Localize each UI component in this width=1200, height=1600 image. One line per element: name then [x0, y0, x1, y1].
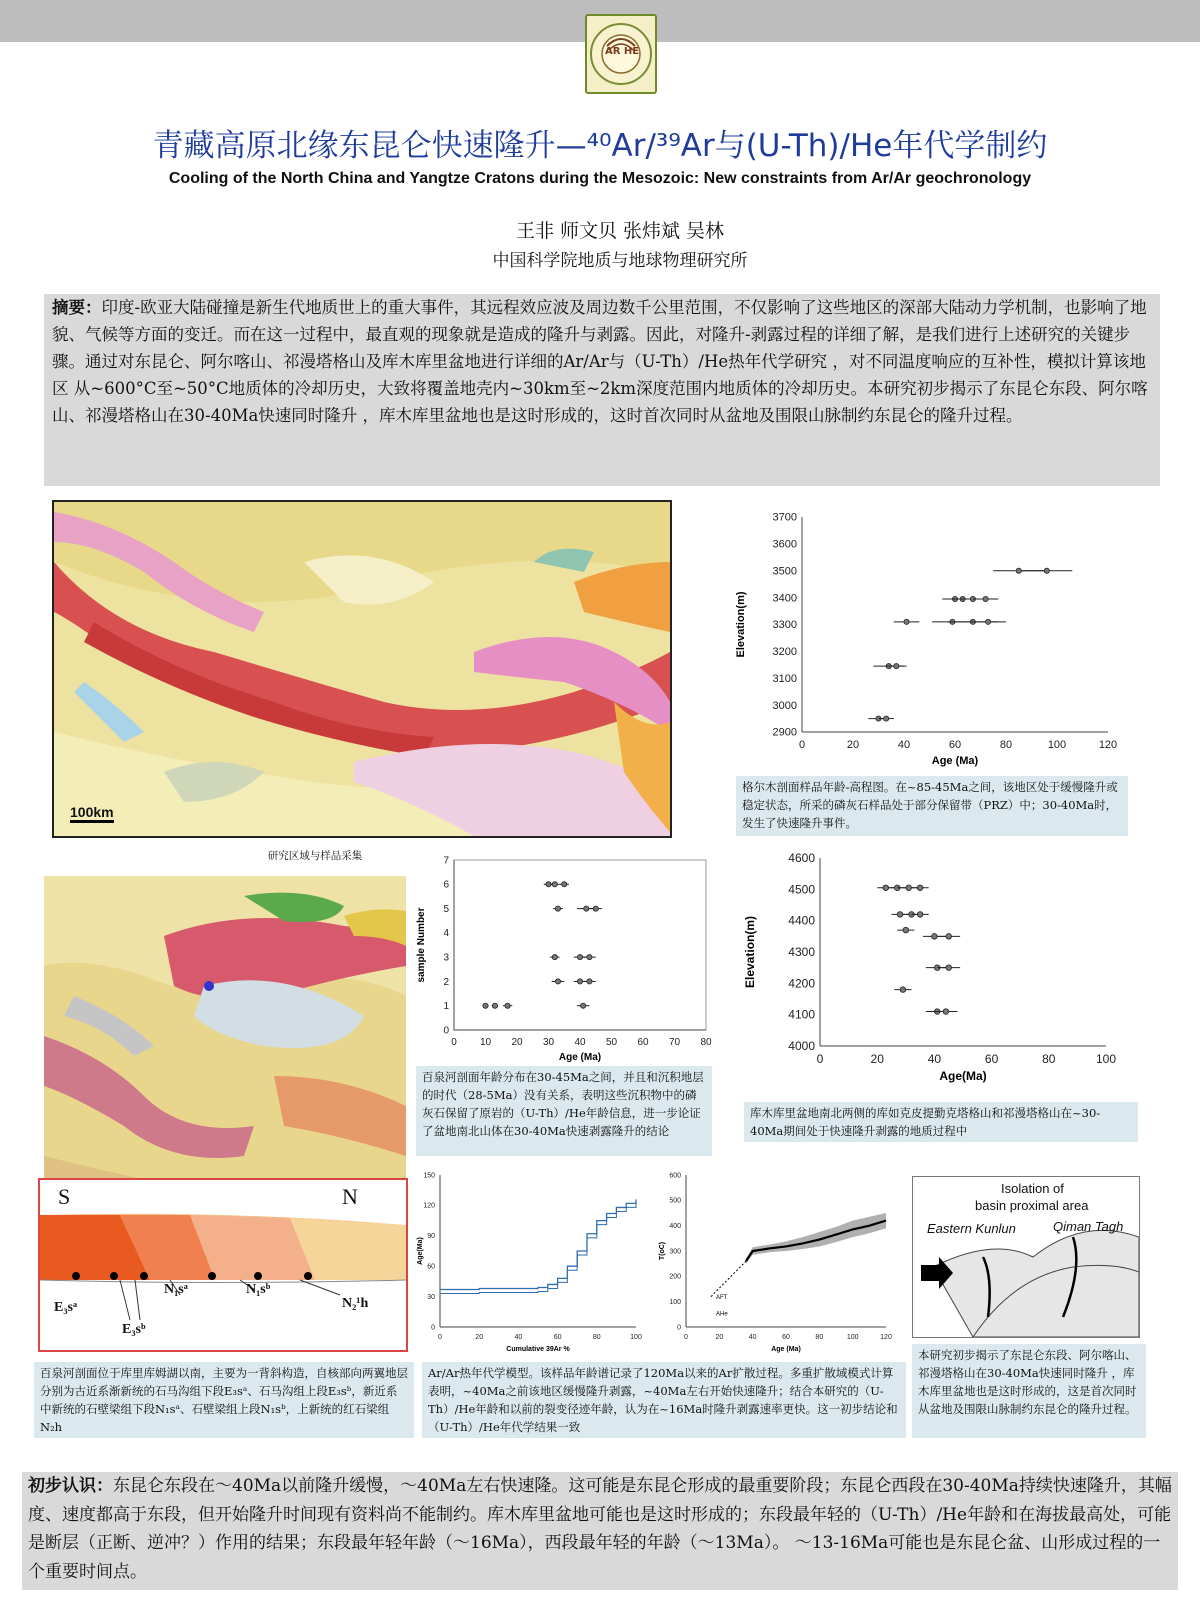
data-point	[943, 1009, 949, 1015]
unit-label-e3sa: E₃sᵃ	[54, 1300, 78, 1315]
x-tick-label: 0	[816, 1052, 824, 1066]
x-tick-label: 120	[1098, 739, 1118, 751]
unit-label-n1sb: N₁sᵇ	[246, 1282, 271, 1297]
logo-text: AR HE	[605, 46, 640, 57]
y-tick-label: 0	[431, 1324, 435, 1332]
x-tick-label: 70	[668, 1037, 681, 1048]
x-tick-label: 0	[451, 1037, 457, 1048]
y-tick-label: 0	[677, 1324, 681, 1332]
geological-map-image	[54, 502, 670, 836]
page-title: 青藏高原北缘东昆仑快速隆升—⁴⁰Ar/³⁹Ar与(U-Th)/He年代学制约	[152, 128, 1048, 164]
x-tick-label: 40	[897, 739, 911, 751]
x-axis-label: Age (Ma)	[771, 1346, 801, 1353]
y-tick-label: 4	[443, 928, 449, 940]
data-point	[587, 955, 592, 960]
x-tick-label: 40	[748, 1334, 757, 1341]
y-tick-label: 4100	[788, 1007, 815, 1022]
data-point	[986, 619, 991, 624]
data-point	[581, 1003, 586, 1008]
y-tick-label: 100	[669, 1299, 681, 1306]
data-point	[894, 664, 899, 669]
map-scale-label: 100km	[70, 804, 114, 823]
data-point	[917, 885, 923, 891]
data-point	[587, 979, 592, 984]
data-point	[897, 912, 903, 918]
tectonic-cartoon	[912, 1176, 1140, 1338]
y-tick-label: 3200	[772, 646, 797, 659]
y-axis-label: Elevation(m)	[735, 591, 747, 658]
cartoon-title-line1: Isolation of	[1001, 1181, 1064, 1196]
age-spectrum-chart	[416, 1165, 646, 1360]
y-tick-label: 4400	[788, 913, 815, 928]
y-tick-label: 0	[443, 1025, 449, 1037]
y-tick-label: 600	[669, 1172, 681, 1180]
x-tick-label: 60	[984, 1052, 999, 1066]
data-point	[584, 906, 589, 911]
x-tick-label: 80	[1042, 1052, 1056, 1066]
authors: 王非 师文贝 张炜斌 吴林	[515, 220, 725, 242]
y-axis-label: sample Number	[416, 907, 427, 983]
x-tick-label: 100	[630, 1334, 642, 1341]
data-point	[884, 716, 889, 721]
y-axis-label: Age(Ma)	[417, 1237, 424, 1265]
x-tick-label: 0	[684, 1334, 688, 1341]
x-tick-label: 20	[870, 1052, 884, 1066]
page-subtitle: Cooling of the North China and Yangtze Cratons during the Mesozoic: New constraints from Ar/Ar geochronology	[168, 170, 1032, 187]
baiquanhe-chart	[410, 850, 720, 1065]
section-caption: 百泉河剖面位于库里库姆湖以南，主要为一背斜构造，自核部向两翼地层分别为古近系渐新统的石马沟组下段E₃sᵃ、石马沟组上段E₃sᵇ，新近系中新统的石壁梁组下段N₁sᵃ、石壁梁组上段N₁sᵇ，上新统的红石梁组N₂h	[34, 1362, 414, 1438]
data-point	[492, 1003, 497, 1008]
y-axis-label: Elevation(m)	[743, 915, 757, 989]
institute-logo	[585, 14, 657, 94]
conclusion-panel	[22, 1472, 1178, 1590]
data-point	[562, 882, 567, 887]
data-point	[904, 619, 909, 624]
y-tick-label: 4200	[788, 976, 815, 991]
y-tick-label: 3300	[772, 619, 797, 632]
x-tick-label: 100	[846, 1334, 859, 1341]
x-tick-label: 10	[479, 1037, 492, 1048]
x-tick-label: 60	[553, 1334, 562, 1341]
thermal-path	[746, 1221, 886, 1262]
y-tick-label: 1	[443, 1001, 449, 1013]
x-tick-label: 100	[1095, 1052, 1117, 1066]
x-axis-label: Age (Ma)	[558, 1052, 602, 1063]
abstract-text: 印度-欧亚大陆碰撞是新生代地质世上的重大事件，其远程效应波及周边数千公里范围，不仅影响了这些地区的深部大陆动力学机制，也影响了地貌、气候等方面的变迁。而在这一过程中，最直观的现象就是造成的隆升与剥露。因此，对隆升-剥露过程的详细了解，是我们进行上述研究的关键步骤。通过对东昆仑、阿尔喀山、祁漫塔格山及库木库里盆地进行详细的Ar/Ar与（U-Th）/He热年代学研究 ，对不同温度响应的互补性，模拟计算该地区 从~600°C至~50°C地质体的冷却历史，大致将覆盖地壳内~30km至~2km深度范围内地质体的冷却历史。本研究初步揭示了东昆仑东段、阿尔喀山、祁漫塔格山在30-40Ma快速同时隆升 ，库木库里盆地也是这时形成的，这时首次同时从盆地及围限山脉制约东昆仑的隆升过程。	[52, 298, 1148, 425]
x-tick-label: 20	[846, 739, 860, 751]
data-point	[917, 912, 923, 918]
y-tick-label: 3500	[772, 565, 797, 578]
y-tick-label: 90	[427, 1233, 435, 1241]
abstract-label: 摘要：	[52, 298, 102, 317]
data-point	[577, 979, 582, 984]
y-tick-label: 3	[443, 952, 449, 964]
y-tick-label: 4300	[788, 945, 815, 959]
arar-caption: Ar/Ar热年代学模型。该样品年龄谱记录了120Ma以来的Ar扩散过程。多重扩散域模式计算表明，~40Ma之前该地区缓慢隆升剥露，~40Ma左右开始快速隆升；结合本研究的（U-Th）/He年龄和以前的裂变径迹年龄，认为在~16Ma时隆升剥露速率更快。这一初步结论和（U-Th）/He年代学结果一致	[422, 1362, 906, 1438]
data-point	[1044, 568, 1049, 573]
cartoon-title-line2: basin proximal area	[975, 1198, 1089, 1213]
y-tick-label: 150	[423, 1172, 435, 1180]
y-tick-label: 60	[427, 1263, 435, 1271]
data-point	[505, 1003, 510, 1008]
data-point	[983, 596, 988, 601]
x-tick-label: 0	[438, 1334, 442, 1341]
data-point	[483, 1003, 488, 1008]
y-tick-label: 30	[427, 1293, 435, 1301]
plot-frame	[820, 858, 1106, 1046]
data-point	[552, 955, 557, 960]
geermu-caption: 格尔木剖面样品年龄-高程图。在~85-45Ma之间，该地区处于缓慢隆升或稳定状态，所采的磷灰石样品处于部分保留带（PRZ）中；30-40Ma时，发生了快速隆升事件。	[736, 776, 1128, 836]
plot-frame	[440, 1175, 636, 1327]
x-tick-label: 0	[798, 739, 806, 751]
x-tick-label: 60	[948, 739, 962, 751]
y-tick-label: 400	[669, 1223, 681, 1230]
x-axis-label: Cumulative 39Ar %	[506, 1346, 570, 1353]
x-axis-label: Age (Ma)	[931, 755, 979, 767]
annotation-ahe: AHe	[716, 1311, 728, 1318]
kumukuli-chart	[728, 848, 1138, 1098]
data-point	[946, 965, 952, 971]
data-point	[883, 885, 889, 891]
section-label-n: N	[342, 1184, 358, 1209]
x-tick-label: 20	[511, 1037, 523, 1048]
x-tick-label: 30	[542, 1037, 555, 1048]
unit-label-e3sb: E₃sᵇ	[122, 1322, 146, 1337]
y-tick-label: 300	[669, 1248, 681, 1256]
data-point	[903, 927, 909, 933]
data-point	[932, 934, 938, 940]
x-tick-label: 40	[514, 1334, 523, 1341]
x-tick-label: 20	[475, 1334, 484, 1341]
x-tick-label: 80	[700, 1037, 712, 1048]
x-tick-label: 80	[999, 739, 1013, 751]
section-label-s: S	[58, 1184, 71, 1209]
y-tick-label: 2	[443, 976, 449, 988]
conclusion-text: 东昆仑东段在～40Ma以前隆升缓慢，～40Ma左右快速隆。这可能是东昆仑形成的最重要阶段；东昆仑西段在30-40Ma持续快速隆升，其幅度、速度都高于东段，但开始隆升时间现有资料尚不能制约。库木库里盆地可能也是这时形成的；东段最年轻的（U-Th）/He年龄和在海拔最高处，可能是断层（正断、逆冲？）作用的结果；东段最年轻年龄（～16Ma），西段最年轻的年龄（～13Ma）。 ～13-16Ma可能也是东昆仑盆、山形成过程的一个重要时间点。	[28, 1476, 1172, 1582]
y-tick-label: 120	[423, 1202, 435, 1210]
cartoon-label-qiman-tagh: Qiman Tagh	[1053, 1219, 1124, 1234]
data-point	[577, 955, 582, 960]
y-tick-label: 500	[669, 1197, 681, 1205]
x-tick-label: 100	[1047, 739, 1067, 751]
data-point	[593, 906, 598, 911]
data-point	[552, 882, 557, 887]
thermal-history-chart	[656, 1165, 901, 1360]
annotation-aft: AFT	[716, 1295, 728, 1302]
y-tick-label: 200	[669, 1273, 681, 1281]
abstract-panel	[44, 294, 1160, 486]
plot-frame	[454, 860, 706, 1030]
y-tick-label: 6	[443, 879, 449, 891]
x-tick-label: 40	[927, 1052, 942, 1066]
kumukuli-caption: 库木库里盆地南北两侧的库如克皮提勤克塔格山和祁漫塔格山在~30-40Ma期间处于快速隆升剥露的地质过程中	[744, 1102, 1138, 1142]
x-tick-label: 60	[782, 1334, 790, 1341]
conclusion-label: 初步认识：	[28, 1476, 113, 1496]
y-tick-label: 2900	[772, 726, 797, 739]
baiquanhe-caption: 百泉河剖面年龄分布在30-45Ma之间，并且和沉积地层的时代（28-5Ma）没有关系，表明这些沉积物中的磷灰石保留了原岩的（U-Th）/He年龄信息，进一步论证了盆地南北山体在30-40Ma快速剥露隆升的结论	[416, 1066, 712, 1156]
y-tick-label: 3700	[772, 511, 797, 524]
data-point	[946, 934, 952, 940]
x-tick-label: 80	[592, 1334, 601, 1341]
y-tick-label: 7	[443, 855, 449, 867]
data-point	[555, 979, 560, 984]
x-tick-label: 50	[605, 1037, 618, 1048]
y-tick-label: 3400	[772, 592, 797, 605]
data-point	[1016, 568, 1021, 573]
unit-label-n1sa: N₁sᵃ	[164, 1282, 188, 1297]
cross-section	[38, 1178, 408, 1352]
thermal-envelope	[746, 1213, 886, 1264]
x-tick-label: 60	[637, 1037, 649, 1048]
geological-map	[52, 500, 672, 838]
data-point	[906, 885, 912, 891]
plot-frame	[802, 517, 1108, 732]
unit-label-n2h: N₂¹h	[342, 1296, 369, 1311]
x-tick-label: 40	[574, 1037, 586, 1048]
x-tick-label: 20	[715, 1334, 724, 1341]
model-caption: 本研究初步揭示了东昆仑东段、阿尔喀山、祁漫塔格山在30-40Ma快速同时隆升 ，库木库里盆地也是这时形成的，这是首次同时从盆地及围限山脉制约东昆仑的隆升过程。	[912, 1344, 1146, 1438]
thermal-dotted-path	[711, 1261, 746, 1296]
x-tick-label: 80	[815, 1334, 824, 1341]
y-tick-label: 3000	[772, 699, 797, 712]
y-tick-label: 3100	[772, 672, 797, 685]
map-caption: 研究区域与样品采集	[267, 850, 363, 862]
data-point	[555, 906, 560, 911]
geermu-chart	[730, 505, 1130, 775]
y-tick-label: 3600	[772, 538, 797, 551]
x-axis-label: Age(Ma)	[939, 1069, 987, 1083]
y-tick-label: 5	[443, 903, 449, 915]
data-point	[900, 987, 906, 993]
spectrum-line	[440, 1199, 636, 1289]
affiliation: 中国科学院地质与地球物理研究所	[492, 251, 748, 271]
y-tick-label: 4500	[788, 882, 815, 897]
y-axis-label: T(oC)	[659, 1241, 666, 1261]
y-tick-label: 4600	[788, 851, 815, 865]
x-tick-label: 120	[880, 1334, 892, 1341]
y-tick-label: 4000	[788, 1039, 815, 1053]
cartoon-label-eastern-kunlun: Eastern Kunlun	[927, 1221, 1016, 1236]
